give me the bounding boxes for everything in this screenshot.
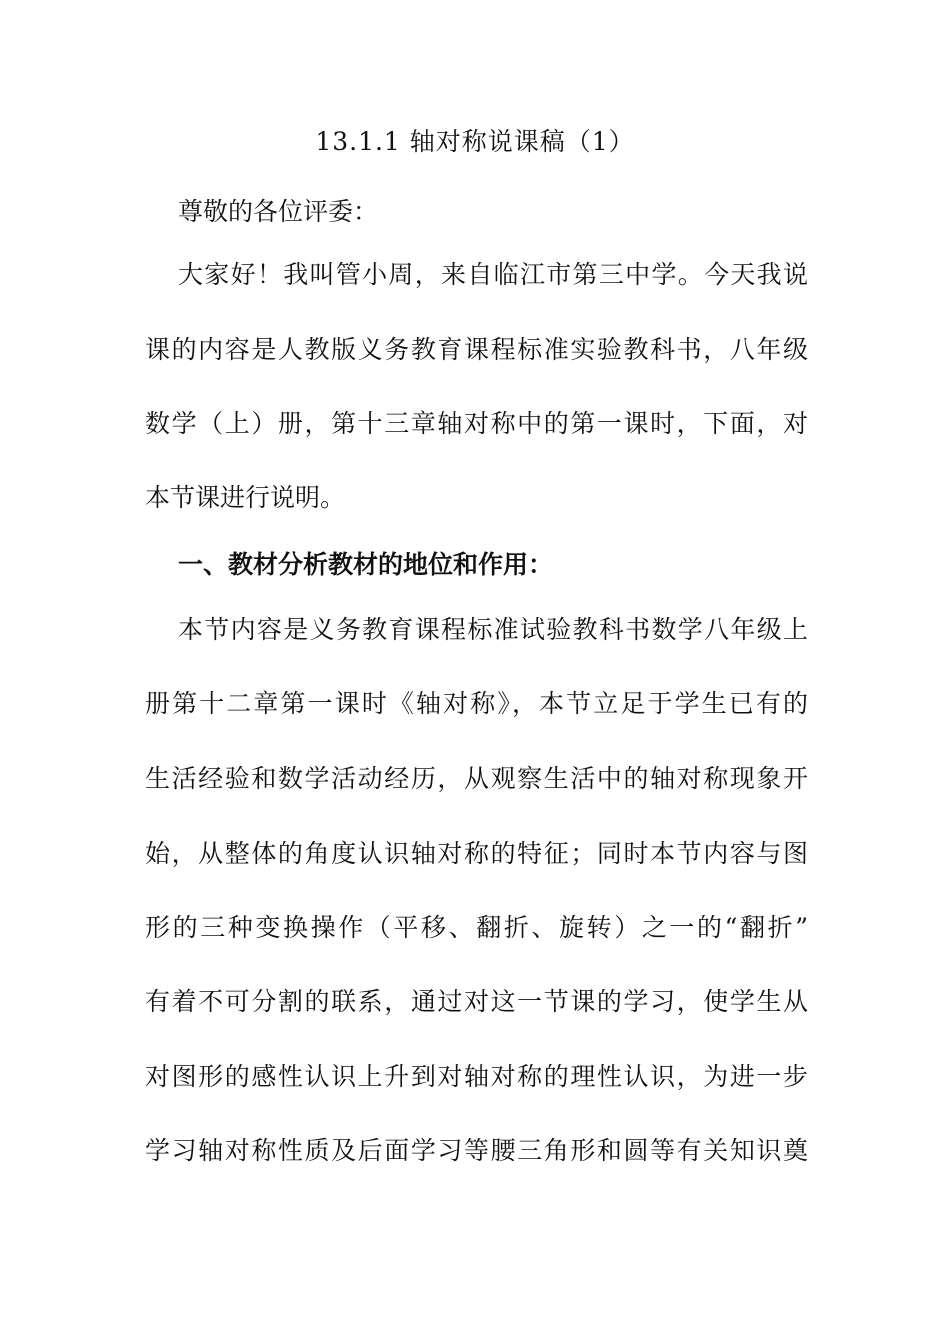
paragraph-line-6: 有着不可分割的联系，通过对这一节课的学习，使学生从 — [145, 987, 808, 1016]
intro-line-1: 大家好！我叫管小周，来自临江市第三中学。今天我说 — [178, 260, 808, 289]
section-heading: 一、教材分析教材的地位和作用： — [178, 550, 554, 579]
paragraph-line-3: 生活经验和数学活动经历，从观察生活中的轴对称现象开 — [145, 764, 808, 793]
document-title: 13.1.1 轴对称说课稿（1） — [315, 127, 635, 156]
greeting: 尊敬的各位评委： — [178, 197, 379, 226]
paragraph-line-4: 始，从整体的角度认识轴对称的特征；同时本节内容与图 — [145, 839, 808, 868]
paragraph-line-2: 册第十二章第一课时《轴对称》，本节立足于学生已有的 — [145, 689, 808, 718]
intro-line-4: 本节课进行说明。 — [145, 483, 346, 512]
paragraph-line-1: 本节内容是义务教育课程标准试验教科书数学八年级上 — [178, 615, 808, 644]
intro-line-2: 课的内容是人教版义务教育课程标准实验教科书，八年级 — [145, 335, 808, 364]
paragraph-line-8: 学习轴对称性质及后面学习等腰三角形和圆等有关知识奠 — [145, 1136, 808, 1165]
paragraph-line-7: 对图形的感性认识上升到对轴对称的理性认识，为进一步 — [145, 1062, 808, 1091]
intro-line-3: 数学（上）册，第十三章轴对称中的第一课时，下面，对 — [145, 409, 808, 438]
paragraph-line-5: 形的三种变换操作（平移、翻折、旋转）之一的“翻折” — [145, 913, 808, 942]
